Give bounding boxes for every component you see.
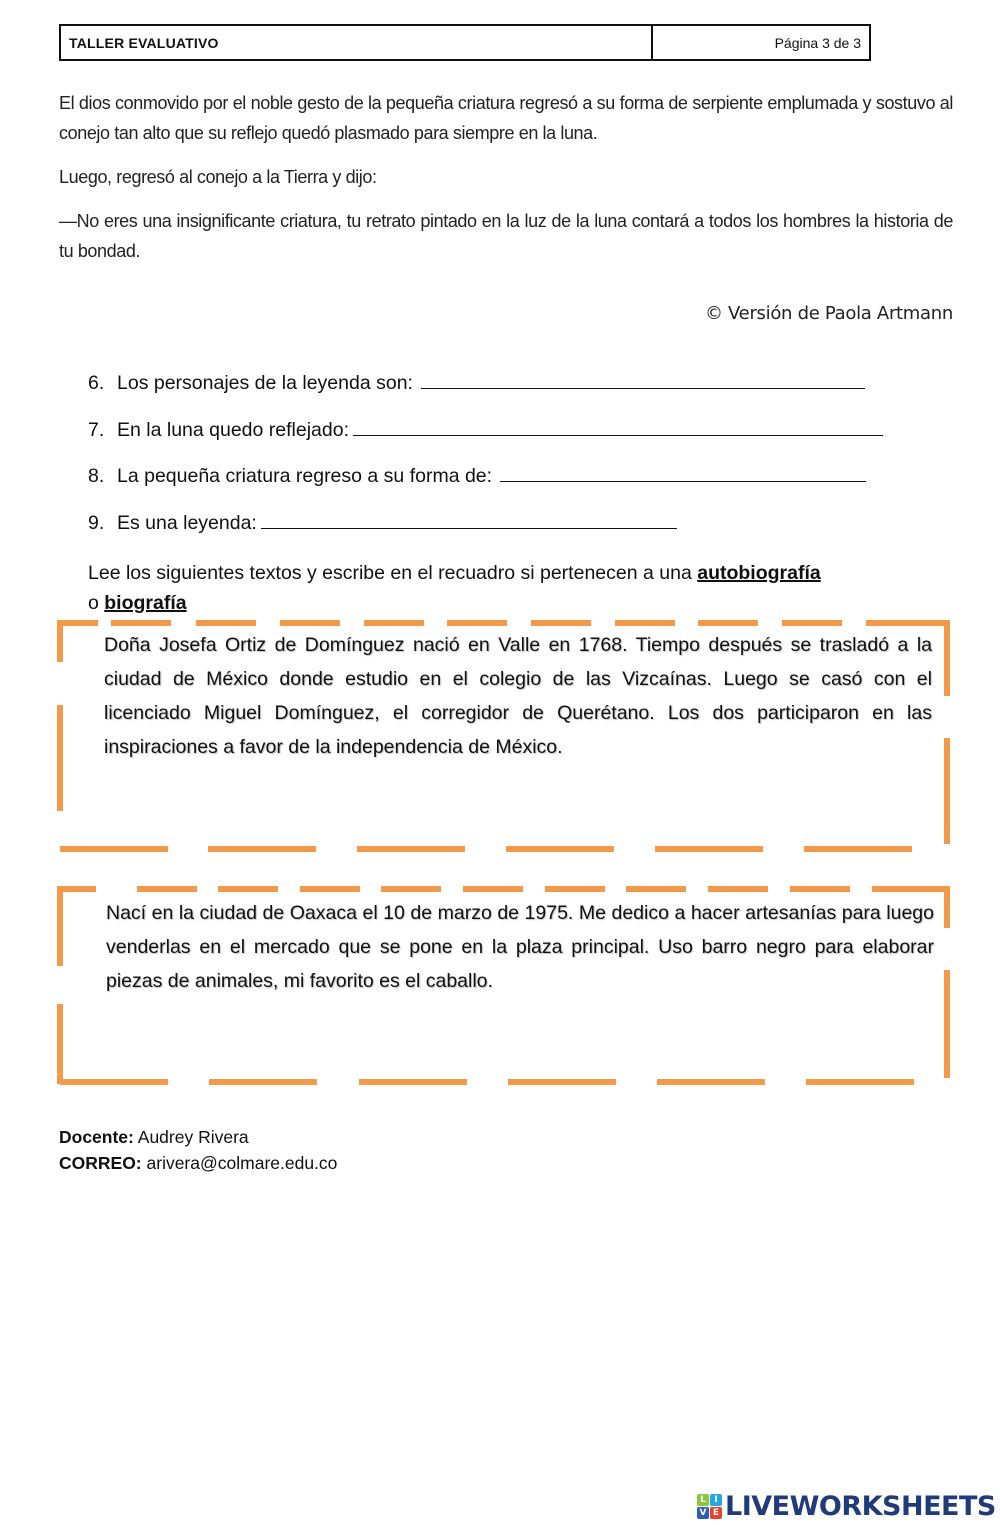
dash [381,886,441,892]
dash [657,1079,765,1085]
teacher-name: Audrey Rivera [133,1127,249,1147]
dash [508,1079,616,1085]
question-9 [88,512,677,535]
logo-letter: L [697,1494,709,1506]
teacher-label: Docente: [59,1127,134,1147]
email-line [59,1150,337,1176]
question-text: Es una leyenda: [117,512,257,534]
dash [137,886,197,892]
question-7 [88,419,883,442]
question-number: 8. [88,465,105,487]
dash [806,1079,914,1085]
logo-wordmark: LIVEWORKSHEETS [725,1491,996,1522]
dash [447,620,507,626]
option-biografia: biografía [104,592,187,614]
story-paragraph [59,162,953,192]
email-label: CORREO: [59,1153,142,1173]
dash [944,738,950,844]
dash [655,846,763,852]
logo-letter: I [710,1494,722,1506]
dash [782,620,842,626]
dash [58,620,98,626]
email-address: arivera@colmare.edu.co [141,1153,338,1173]
question-text: Los personajes de la leyenda son: [117,372,413,394]
worksheet-title: TALLER EVALUATIVO [61,26,653,59]
teacher-info [59,1124,337,1176]
answer-blank[interactable] [353,419,883,436]
dash [463,886,523,892]
dash [300,886,360,892]
answer-blank[interactable] [500,465,866,482]
autobiography-text: Nací en la ciudad de Oaxaca el 10 de marzo de 1975. Me dedico a hacer artesanías para luego venderlas en el mercado que se pone en la plaza principal. Uso barro negro para elaborar piezas de animales, mi favorito es el caballo. [106,902,934,992]
story-credit: © Versión de Paola Artmann [704,303,953,324]
dash [218,886,278,892]
question-number: 9. [88,512,105,534]
dash [111,620,171,626]
dash [57,886,63,966]
dash [545,886,605,892]
dash [698,620,758,626]
dash [58,886,96,892]
answer-blank[interactable] [421,372,865,389]
dash [866,620,950,626]
dash [57,1004,63,1084]
question-8 [88,465,866,488]
answer-blank[interactable] [261,512,677,529]
question-text: En la luna quedo reflejado: [117,419,350,441]
question-number: 7. [88,419,105,441]
dash [506,846,614,852]
dash [708,886,768,892]
dash [208,846,316,852]
story-text: El dios conmovido por el noble gesto de la pequeña criatura regresó a su forma de serpiente emplumada y sostuvo al conejo tan alto que su reflejo quedó plasmado para siempre en la luna. [59,93,953,143]
header-table [59,24,871,61]
dash [60,846,168,852]
dash [209,1079,317,1085]
instruction-text: Lee los siguientes textos y escribe en el recuadro si pertenecen a una [88,562,698,584]
instruction-connector: o [88,592,105,614]
dash [60,1079,168,1085]
dash [364,620,424,626]
story-paragraph [59,88,953,148]
dash [615,620,675,626]
dash [944,970,950,1078]
dash [57,620,63,662]
page-indicator: Página 3 de 3 [774,34,861,51]
biography-text: Doña Josefa Ortiz de Domínguez nació en Valle en 1768. Tiempo después se trasladó a la ciudad de México donde estudio en el colegio de las Vizcaínas. Luego se casó con el licenciado Miguel Domínguez, el corregidor de Querétano. Los dos participaron en las inspiraciones a favor de la independencia de México. [104,634,932,758]
question-6 [88,372,865,395]
logo-icon [697,1494,722,1519]
dash [196,620,256,626]
question-number: 6. [88,372,105,394]
logo-letter: E [710,1507,722,1519]
option-autobiografia: autobiografía [697,562,821,584]
story-text: Luego, regresó al conejo a la Tierra y dijo: [59,167,377,187]
dash [531,620,591,626]
dash [280,620,340,626]
dash [944,620,950,696]
dash [357,846,465,852]
dash [804,846,912,852]
teacher-line [59,1124,337,1150]
instruction [88,558,948,618]
dash [359,1079,467,1085]
logo-letter: V [697,1507,709,1519]
dash [626,886,686,892]
dash [872,886,950,892]
story-paragraph [59,206,953,266]
dash [944,886,950,928]
dash [790,886,850,892]
dash [57,705,63,811]
story-text: —No eres una insignificante criatura, tu retrato pintado en la luz de la luna contará a todos los hombres la historia de tu bondad. [59,211,953,261]
question-text: La pequeña criatura regreso a su forma de: [117,465,493,487]
liveworksheets-logo [697,1491,996,1522]
